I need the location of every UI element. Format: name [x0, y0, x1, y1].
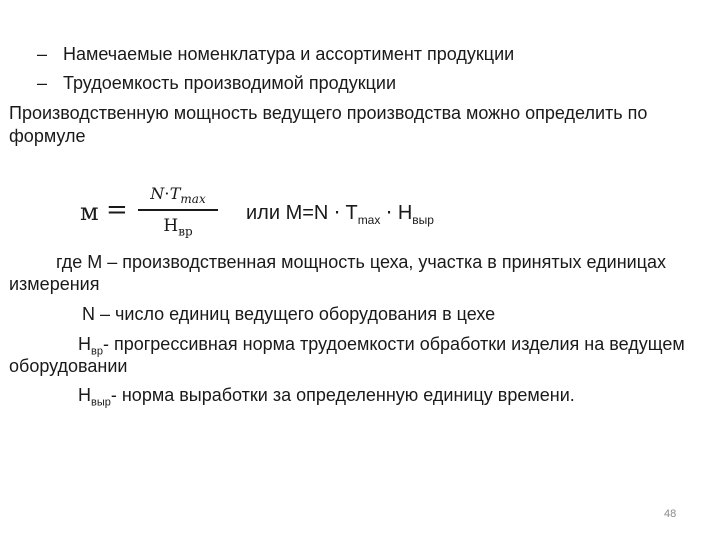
formula-equals: =	[106, 195, 128, 225]
definition-m: где М – производственная мощность цеха, участка в принятых единицах	[56, 252, 667, 272]
fraction-bar	[138, 209, 218, 211]
bullet-item	[37, 44, 514, 65]
alternative-formula: или $M=N \cdot T_{max} \cdot Н_{выр}$	[246, 202, 434, 227]
formula-fraction	[138, 183, 218, 242]
formula-denominator: $Н_{вр}$	[163, 215, 193, 238]
page-number: 48	[664, 508, 677, 520]
bullet-marker: –	[37, 73, 48, 93]
definition-hvr-continued: оборудовании	[9, 356, 128, 376]
intro-line: Производственную мощность ведущего производства можно определить по	[9, 103, 648, 123]
bullet-text: Трудоемкость производимой продукции	[63, 73, 397, 93]
bullet-marker: –	[37, 44, 48, 64]
bullet-item	[37, 73, 396, 94]
formula-numerator: $N\cdot T_{max}$	[150, 184, 206, 207]
formula-lhs: м	[80, 198, 99, 226]
definition-n: N – число единиц ведущего оборудования в цехе	[82, 304, 496, 324]
definition-hvr: $Н_{вр}-$ прогрессивная норма трудоемкости обработки изделия на ведущем	[78, 334, 685, 358]
definition-m-continued: измерения	[9, 274, 100, 294]
intro-line: формуле	[9, 126, 86, 146]
definition-hvyr: $Н_{выр}-$ норма выработки за определенную единицу времени.	[78, 385, 575, 409]
bullet-text: Намечаемые номенклатура и ассортимент продукции	[63, 44, 515, 64]
